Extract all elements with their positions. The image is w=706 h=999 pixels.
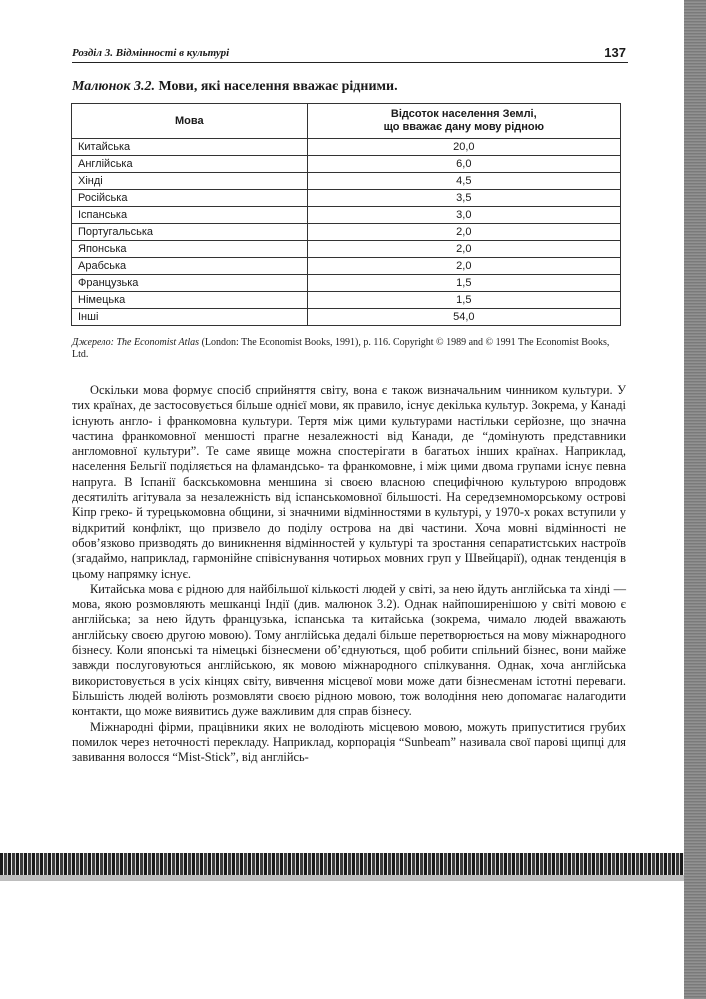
figure-label: Малюнок 3.2. <box>72 79 156 94</box>
figure-caption <box>72 79 398 95</box>
table-header-row <box>72 104 621 139</box>
percent-cell: 1,5 <box>307 275 620 292</box>
percent-cell: 2,0 <box>307 224 620 241</box>
percent-cell: 54,0 <box>307 309 620 326</box>
paragraph: Оскільки мова формує спосіб сприйняття світу, вона є також визначальним чинником культури. У тих країнах, де застосовується більше однієї мови, як правило, існує декілька культур. Зокрема, у Канаді існують англо- і франкомовна культури. Тертя між цими культурами настільки серйозне, що значна частина франкомовної меншості прагне незалежності від Канади, де “домінують представники англомовної культури”. Те саме явище можна спостерігати в багатьох інших країнах. Наприклад, населення Бельгії поділяється на фламандсько- та франкомовне, і між цими двома групами існує певна напруга. В Іспанії баскськомовна меншина зі своєю власною специфічною культурою впродовж десятиліть агітувала за незалежність від іспанськомовної більшості. На середземноморському острові Кіпр греко- й турецькомовна общини, зі значними відмінностями в культурі, у 1970-х роках вступили у відкритий конфлікт, що призвело до поділу острова на дві частини. Хоча мовні відмінності не обов’язково призводять до виникнення відмінностей у культурі та зростання сепаратистських настроїв (згадаймо, наприклад, гармонійне співіснування чотирьох мовних груп у Швейцарії), однак тенденція в цьому напрямку існує. <box>72 383 626 581</box>
language-cell: Англійська <box>72 156 308 173</box>
source-text: (London: The Economist Books, 1991), p. 116. Copyright © 1989 and © 1991 The Economist Books, Ltd. <box>72 337 610 360</box>
percent-cell: 3,5 <box>307 190 620 207</box>
paragraph: Міжнародні фірми, працівники яких не володіють місцевою мовою, можуть припуститися грубих помилок через неточності перекладу. Наприклад, корпорація “Sunbeam” називала свої парові щипці для завивання волосся “Mist-Stick”, від англійсь- <box>72 719 626 765</box>
table-row <box>72 224 621 241</box>
body-text <box>72 383 626 765</box>
language-cell: Хінді <box>72 173 308 190</box>
percent-cell: 2,0 <box>307 258 620 275</box>
figure-title: Мови, які населення вважає рідними. <box>158 79 398 94</box>
percent-cell: 1,5 <box>307 292 620 309</box>
percent-cell: 6,0 <box>307 156 620 173</box>
table-body <box>72 139 621 326</box>
page-header <box>72 44 628 63</box>
page-number: 137 <box>604 45 626 60</box>
language-cell: Французька <box>72 275 308 292</box>
scan-edge <box>684 0 706 999</box>
table-row <box>72 258 621 275</box>
column-header-percent-line2: що вважає дану мову рідною <box>383 121 544 133</box>
language-table <box>71 103 621 326</box>
language-cell: Арабська <box>72 258 308 275</box>
table-row <box>72 156 621 173</box>
table-row <box>72 292 621 309</box>
table-row <box>72 275 621 292</box>
language-cell: Іспанська <box>72 207 308 224</box>
percent-cell: 20,0 <box>307 139 620 156</box>
table-row <box>72 173 621 190</box>
column-header-language: Мова <box>72 104 308 139</box>
language-cell: Португальська <box>72 224 308 241</box>
language-cell: Китайська <box>72 139 308 156</box>
language-cell: Інші <box>72 309 308 326</box>
table-row <box>72 190 621 207</box>
source-label: Джерело: The Economist Atlas <box>72 337 200 348</box>
table-row <box>72 309 621 326</box>
language-cell: Японська <box>72 241 308 258</box>
scan-bottom-artifact <box>0 853 684 875</box>
column-header-percent <box>307 104 620 139</box>
scan-bottom-artifact-shadow <box>0 875 684 881</box>
paragraph: Китайська мова є рідною для найбільшої кількості людей у світі, за нею йдуть англійська та хінді — мова, якою розмовляють мешканці Індії (див. малюнок 3.2). Однак найпоширенішою у світі мовою є англійська; за нею йдуть французька, іспанська та китайська (зокрема, чимало людей вважають англійську своєю другою мовою). Тому англійська дедалі більше перетворюється на мову міжнародного бізнесу. Коли японські та німецькі бізнесмени об’єднуються, щоб робити спільний бізнес, вони майже завжди послуговуються англійською, як мовою міжнародного спілкування. Однак, хоча англійська використовується в усіх кінцях світу, вивчення місцевої мови може дати бізнесменам істотні переваги. Більшість людей воліють розмовляти своєю рідною мовою, тож володіння нею допомагає налагодити контакти, що може виявитись дуже важливим для справ бізнесу. <box>72 581 626 719</box>
column-header-percent-line1: Відсоток населення Землі, <box>390 108 537 120</box>
percent-cell: 4,5 <box>307 173 620 190</box>
percent-cell: 3,0 <box>307 207 620 224</box>
table-row <box>72 241 621 258</box>
running-head: Розділ 3. Відмінності в культурі <box>72 47 230 59</box>
language-cell: Російська <box>72 190 308 207</box>
table-row <box>72 207 621 224</box>
percent-cell: 2,0 <box>307 241 620 258</box>
figure-source <box>72 337 627 361</box>
language-cell: Німецька <box>72 292 308 309</box>
table-row <box>72 139 621 156</box>
